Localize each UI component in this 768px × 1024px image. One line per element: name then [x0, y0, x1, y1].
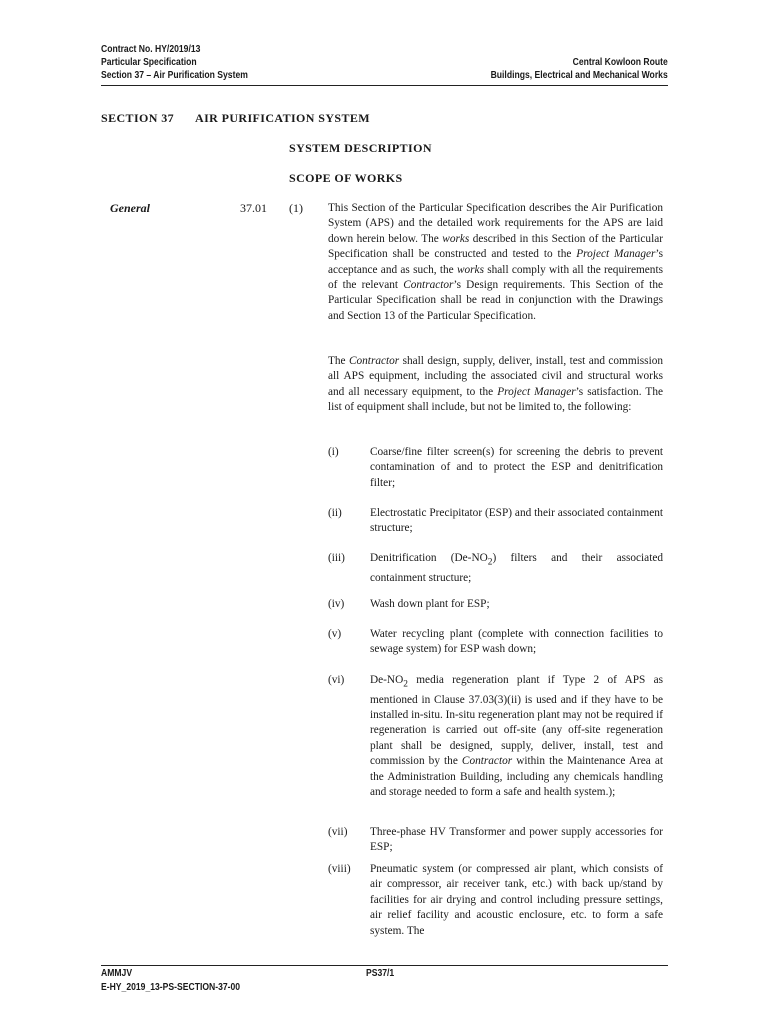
- term-project-manager: Project Manager: [497, 385, 576, 398]
- item-text: Water recycling plant (complete with connection facilities to sewage system) for ESP wash down;: [370, 628, 663, 656]
- item-number: (vii): [328, 826, 348, 838]
- page-number: PS37/1: [366, 968, 395, 979]
- company-name: AMMJV: [101, 968, 133, 979]
- term-works: works: [442, 232, 470, 245]
- text-run: ’s Design requirements. This Section of the Particular Specification shall be read in conjunction with the Drawings and Section 13 of the Particular Specification.: [328, 279, 663, 322]
- subheading-scope-of-works: SCOPE OF WORKS: [289, 171, 403, 185]
- term-works: works: [456, 263, 484, 276]
- item-number: (iii): [328, 552, 345, 564]
- item-text: [370, 551, 663, 586]
- item-text: [370, 673, 663, 801]
- item-text: Wash down plant for ESP;: [370, 598, 490, 610]
- paragraph-2: [328, 354, 663, 416]
- term-project-manager: Project Manager: [576, 248, 656, 261]
- subheading-system-description: SYSTEM DESCRIPTION: [289, 141, 432, 155]
- paragraph-1: [328, 201, 663, 324]
- text-run: De-NO: [370, 674, 404, 686]
- item-number: (v): [328, 628, 342, 640]
- text-run: ’s satisfaction. The list of equipment shall include, but not be limited to, the following:: [328, 385, 663, 414]
- term-contractor: Contractor: [348, 355, 400, 367]
- item-number: (i): [328, 446, 339, 458]
- term-contractor: Contractor: [461, 755, 513, 768]
- item-number: (ii): [328, 507, 342, 519]
- item-text: Electrostatic Precipitator (ESP) and their associated containment structure;: [370, 507, 663, 535]
- text-run: described in this Section of the Particular Specification shall be constructed and tested to the: [328, 232, 663, 261]
- spec-name: Particular Specification: [101, 57, 197, 68]
- text-run: This Section of the Particular Specification describes the Air Purification System (APS) and the detailed work requirements for the APS are laid down herein below. The: [328, 202, 663, 245]
- clause-number: 37.01: [240, 201, 267, 215]
- text-run: Denitrification (De-NO: [370, 552, 488, 564]
- item-number: (iv): [328, 598, 345, 610]
- item-text: Coarse/fine filter screen(s) for screening the debris to prevent contamination of and to protect the ESP and denitrification filter;: [370, 446, 663, 489]
- text-run: The: [328, 355, 349, 367]
- item-number: (vi): [328, 674, 345, 686]
- section-name: Section 37 – Air Purification System: [101, 70, 248, 81]
- term-contractor: Contractor: [403, 279, 454, 292]
- item-number: (viii): [328, 863, 351, 875]
- text-run: shall design, supply, deliver, install, test and commission all APS equipment, including the associated civil and structural works and all necessary equipment, to the: [328, 355, 664, 398]
- works-name: Buildings, Electrical and Mechanical Works: [490, 70, 668, 81]
- text-run: within the Maintenance Area at the Administration Building, including any chemicals handling and storage needed to form a safe and health system.);: [370, 755, 663, 799]
- section-title: AIR PURIFICATION SYSTEM: [195, 111, 370, 125]
- contract-number: Contract No. HY/2019/13: [101, 44, 201, 55]
- document-reference: E-HY_2019_13-PS-SECTION-37-00: [101, 982, 241, 993]
- text-run: shall comply with all the requirements of the relevant: [328, 263, 663, 292]
- text-run: ) filters and their associated containment structure;: [370, 552, 663, 584]
- header-rule: [101, 85, 668, 86]
- route-name: Central Kowloon Route: [572, 57, 668, 68]
- header-right: [324, 56, 668, 82]
- text-run: ’s acceptance and as such, the: [328, 248, 663, 276]
- subclause-number: (1): [289, 201, 303, 215]
- footer-left: [101, 967, 240, 995]
- subscript: 2: [487, 557, 493, 568]
- item-text: Three-phase HV Transformer and power supply accessories for ESP;: [370, 826, 663, 854]
- footer-rule: [101, 965, 668, 966]
- side-heading: General: [110, 201, 150, 215]
- text-run: media regeneration plant if Type 2 of APS as mentioned in Clause 37.03(3)(ii) is used and if they have to be installed in-situ. In-situ regeneration plant may not be required if regeneration is carried out off-site (any off-site regeneration plant shall be designed, supply, deliver, install, test and commission by the: [370, 674, 664, 768]
- section-number: SECTION 37: [101, 111, 175, 125]
- item-text: Pneumatic system (or compressed air plant, which consists of air compressor, air receiver tank, etc.) with back up/stand by facilities for air drying and control including pressure settings, air relief facility and acoustic enclosure, etc. to form a safe system. The: [370, 863, 663, 937]
- subscript: 2: [403, 679, 408, 690]
